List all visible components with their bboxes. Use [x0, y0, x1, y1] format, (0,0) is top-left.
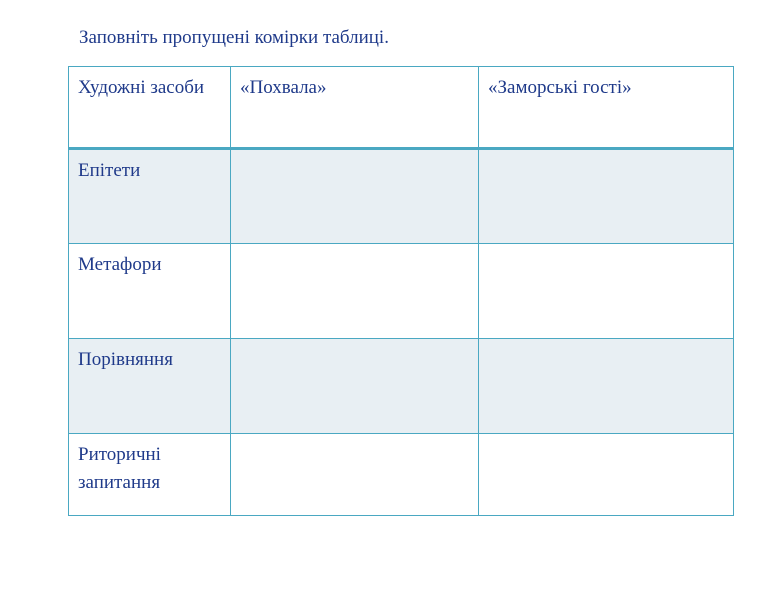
cell-epithets-zamorski-gosti[interactable]	[479, 149, 734, 244]
task-instruction: Заповніть пропущені комірки таблиці.	[79, 27, 389, 48]
header-artistic-means: Художні засоби	[69, 67, 231, 149]
header-pokhvala: «Похвала»	[231, 67, 479, 149]
cell-comparisons-pokhvala[interactable]	[231, 339, 479, 434]
row-label-comparisons: Порівняння	[69, 339, 231, 434]
cell-epithets-pokhvala[interactable]	[231, 149, 479, 244]
cell-comparisons-zamorski-gosti[interactable]	[479, 339, 734, 434]
table-row	[69, 339, 734, 434]
header-zamorski-gosti: «Заморські гості»	[479, 67, 734, 149]
table-header-row	[69, 67, 734, 149]
row-label-rhetorical-questions: Риторичні запитання	[69, 434, 231, 516]
cell-metaphors-pokhvala[interactable]	[231, 244, 479, 339]
table-row	[69, 434, 734, 516]
row-label-epithets: Епітети	[69, 149, 231, 244]
row-label-metaphors: Метафори	[69, 244, 231, 339]
cell-rhetorical-questions-pokhvala[interactable]	[231, 434, 479, 516]
table-row	[69, 149, 734, 244]
comparison-table	[68, 66, 734, 516]
table-row	[69, 244, 734, 339]
cell-metaphors-zamorski-gosti[interactable]	[479, 244, 734, 339]
cell-rhetorical-questions-zamorski-gosti[interactable]	[479, 434, 734, 516]
